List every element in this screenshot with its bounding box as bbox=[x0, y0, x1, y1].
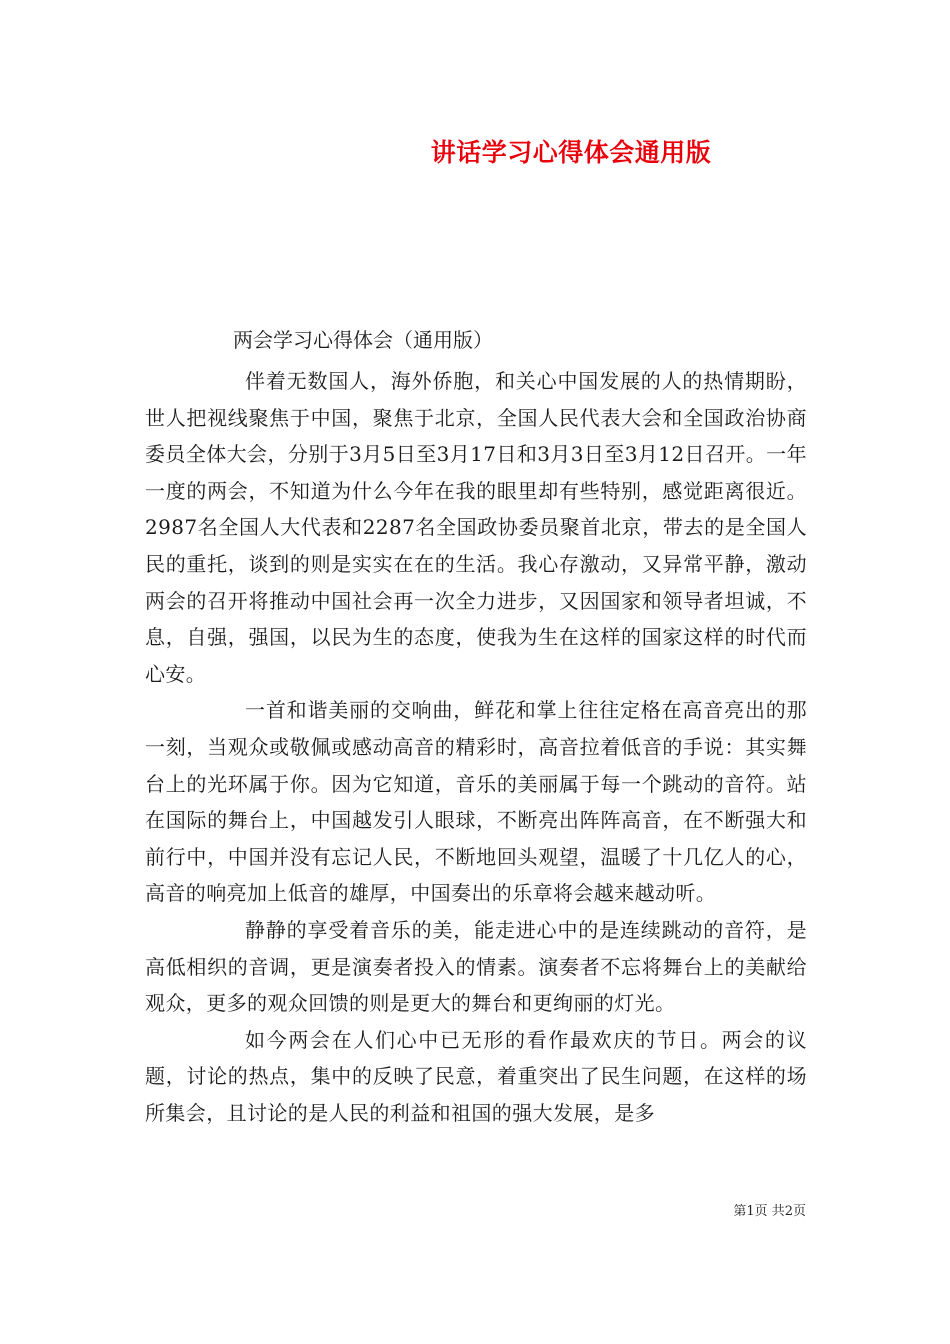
document-body bbox=[145, 363, 807, 1131]
body-paragraph: 静静的享受着音乐的美，能走进心中的是连续跳动的音符，是高低相织的音调，更是演奏者投入的情素。演奏者不忘将舞台上的美献给观众，更多的观众回馈的则是更大的舞台和更绚丽的灯光。 bbox=[145, 917, 807, 1016]
document-subtitle: 两会学习心得体会（通用版） bbox=[233, 328, 493, 352]
document-title: 讲话学习心得体会通用版 bbox=[430, 138, 712, 167]
body-paragraph: 如今两会在人们心中已无形的看作最欢庆的节日。两会的议题，讨论的热点，集中的反映了民意，着重突出了民生问题，在这样的场所集会，且讨论的是人民的利益和祖国的强大发展，是多 bbox=[145, 1027, 807, 1125]
body-paragraph: 一首和谐美丽的交响曲，鲜花和掌上往往定格在高音亮出的那一刻，当观众或敬佩或感动高音的精彩时，高音拉着低音的手说：其实舞台上的光环属于你。因为它知道，音乐的美丽属于每一个跳动的音符。站在国际的舞台上，中国越发引人眼球，不断亮出阵阵高音，在不断强大和前行中，中国并没有忘记人民，不断地回头观望，温暖了十几亿人的心，高音的响亮加上低音的雄厚，中国奏出的乐章将会越来越动听。 bbox=[145, 698, 807, 906]
body-paragraph: 伴着无数国人，海外侨胞，和关心中国发展的人的热情期盼，世人把视线聚焦于中国，聚焦于北京，全国人民代表大会和全国政治协商委员全体大会，分别于3月5日至3月17日和3月3日至3月12日召开。一年一度的两会，不知道为什么今年在我的眼里却有些特别，感觉距离很近。2987名全国人大代表和2287名全国政协委员聚首北京，带去的是全国人民的重托，谈到的则是实实在在的生活。我心存激动，又异常平静，激动两会的召开将推动中国社会再一次全力进步，又因国家和领导者坦诚，不息，自强，强国，以民为生的态度，使我为生在这样的国家这样的时代而心安。 bbox=[145, 369, 807, 686]
page-footer: 第1页 共2页 bbox=[733, 1204, 806, 1219]
